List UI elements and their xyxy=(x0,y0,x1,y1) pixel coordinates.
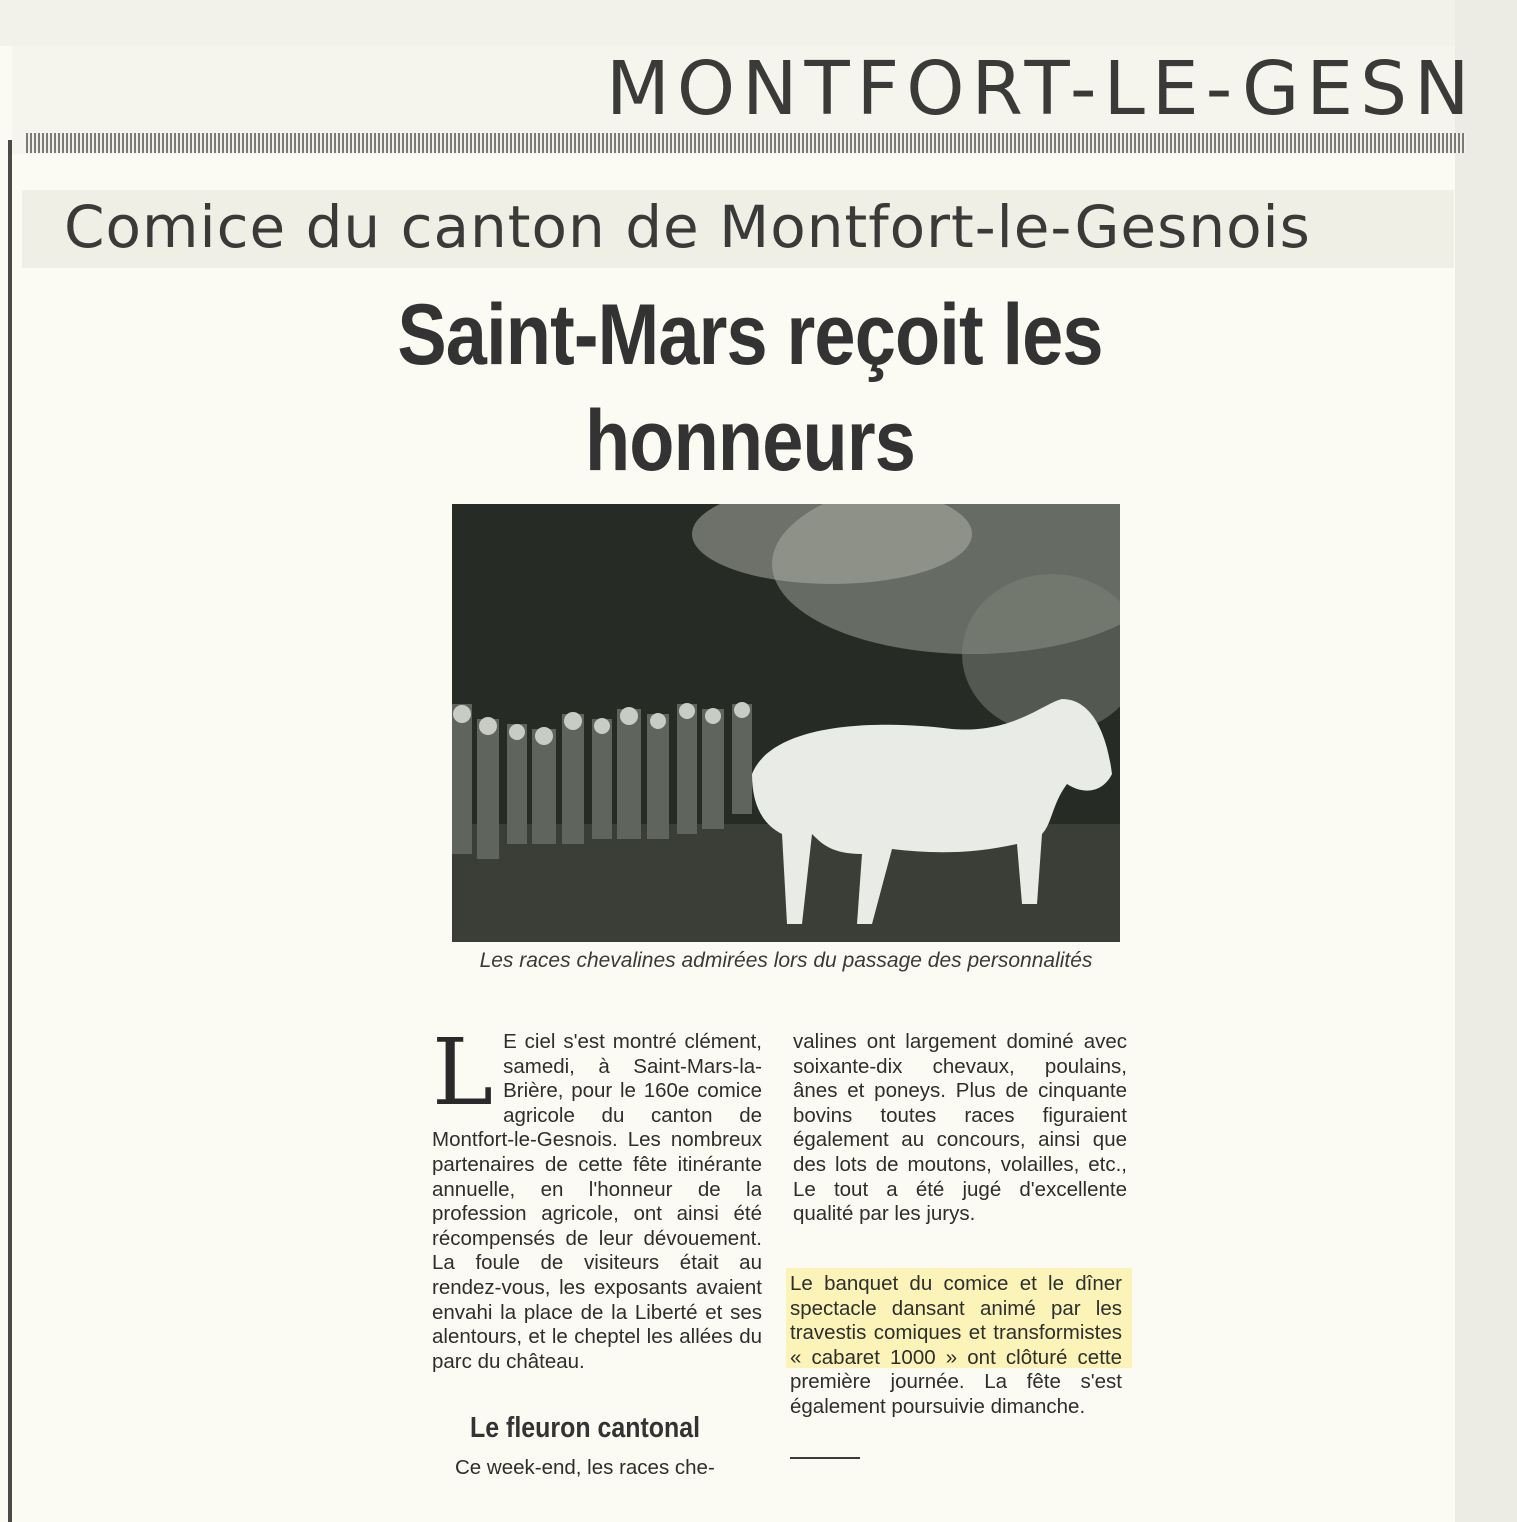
body-left-tail: Ce week-end, les races che- xyxy=(455,1456,715,1479)
dropcap: L xyxy=(432,1019,494,1126)
clipping-left-edge xyxy=(8,140,12,1522)
body-column-right: valines ont largement dominé avec soixante-dix chevaux, poulains, ânes et poneys. Plus de cinquante bovins toutes races figuraient également au concours, ainsi que des lots de moutons, volailles, etc., Le tout a été jugé d'excellente qualité par les jurys. xyxy=(793,1030,1127,1226)
article-subhead: Le fleuron cantonal xyxy=(470,1412,701,1444)
body-column-left xyxy=(432,1019,762,1374)
body-closing-paragraph: Le banquet du comice et le dîner spectacle dansant animé par les travestis comiques et transformistes « cabaret 1000 » ont clôturé cette première journée. La fête s'est également poursuivie dimanche. xyxy=(790,1272,1122,1418)
headline-line-1: Saint-Mars reçoit les honneurs xyxy=(397,287,1103,489)
photo-caption: Les races chevalines admirées lors du passage des personnalités xyxy=(479,949,1093,972)
scan-top-margin xyxy=(0,0,1517,46)
photo-horses-crowd xyxy=(452,504,1120,942)
section-rule xyxy=(26,133,1466,153)
section-title: MONTFORT-LE-GESN xyxy=(606,46,1477,132)
article-photo xyxy=(452,504,1120,942)
body-left-text: E ciel s'est montré clément, samedi, à Saint-Mars-la-Brière, pour le 160e comice agricole du canton de Montfort-le-Gesnois. Les nombreux partenaires de cette fête itinérante annuelle, en l'honneur de la profession agricole, ont ainsi été récompensés de leur dévouement. La foule de visiteurs était au rendez-vous, les exposants avaient envahi la place de la Liberté et ses alentours, et le cheptel les allées du parc du château. xyxy=(432,1030,762,1373)
article-supertitle: Comice du canton de Montfort-le-Gesnois xyxy=(64,193,1311,261)
article-end-rule xyxy=(790,1457,860,1459)
scan-right-margin xyxy=(1455,0,1517,1522)
